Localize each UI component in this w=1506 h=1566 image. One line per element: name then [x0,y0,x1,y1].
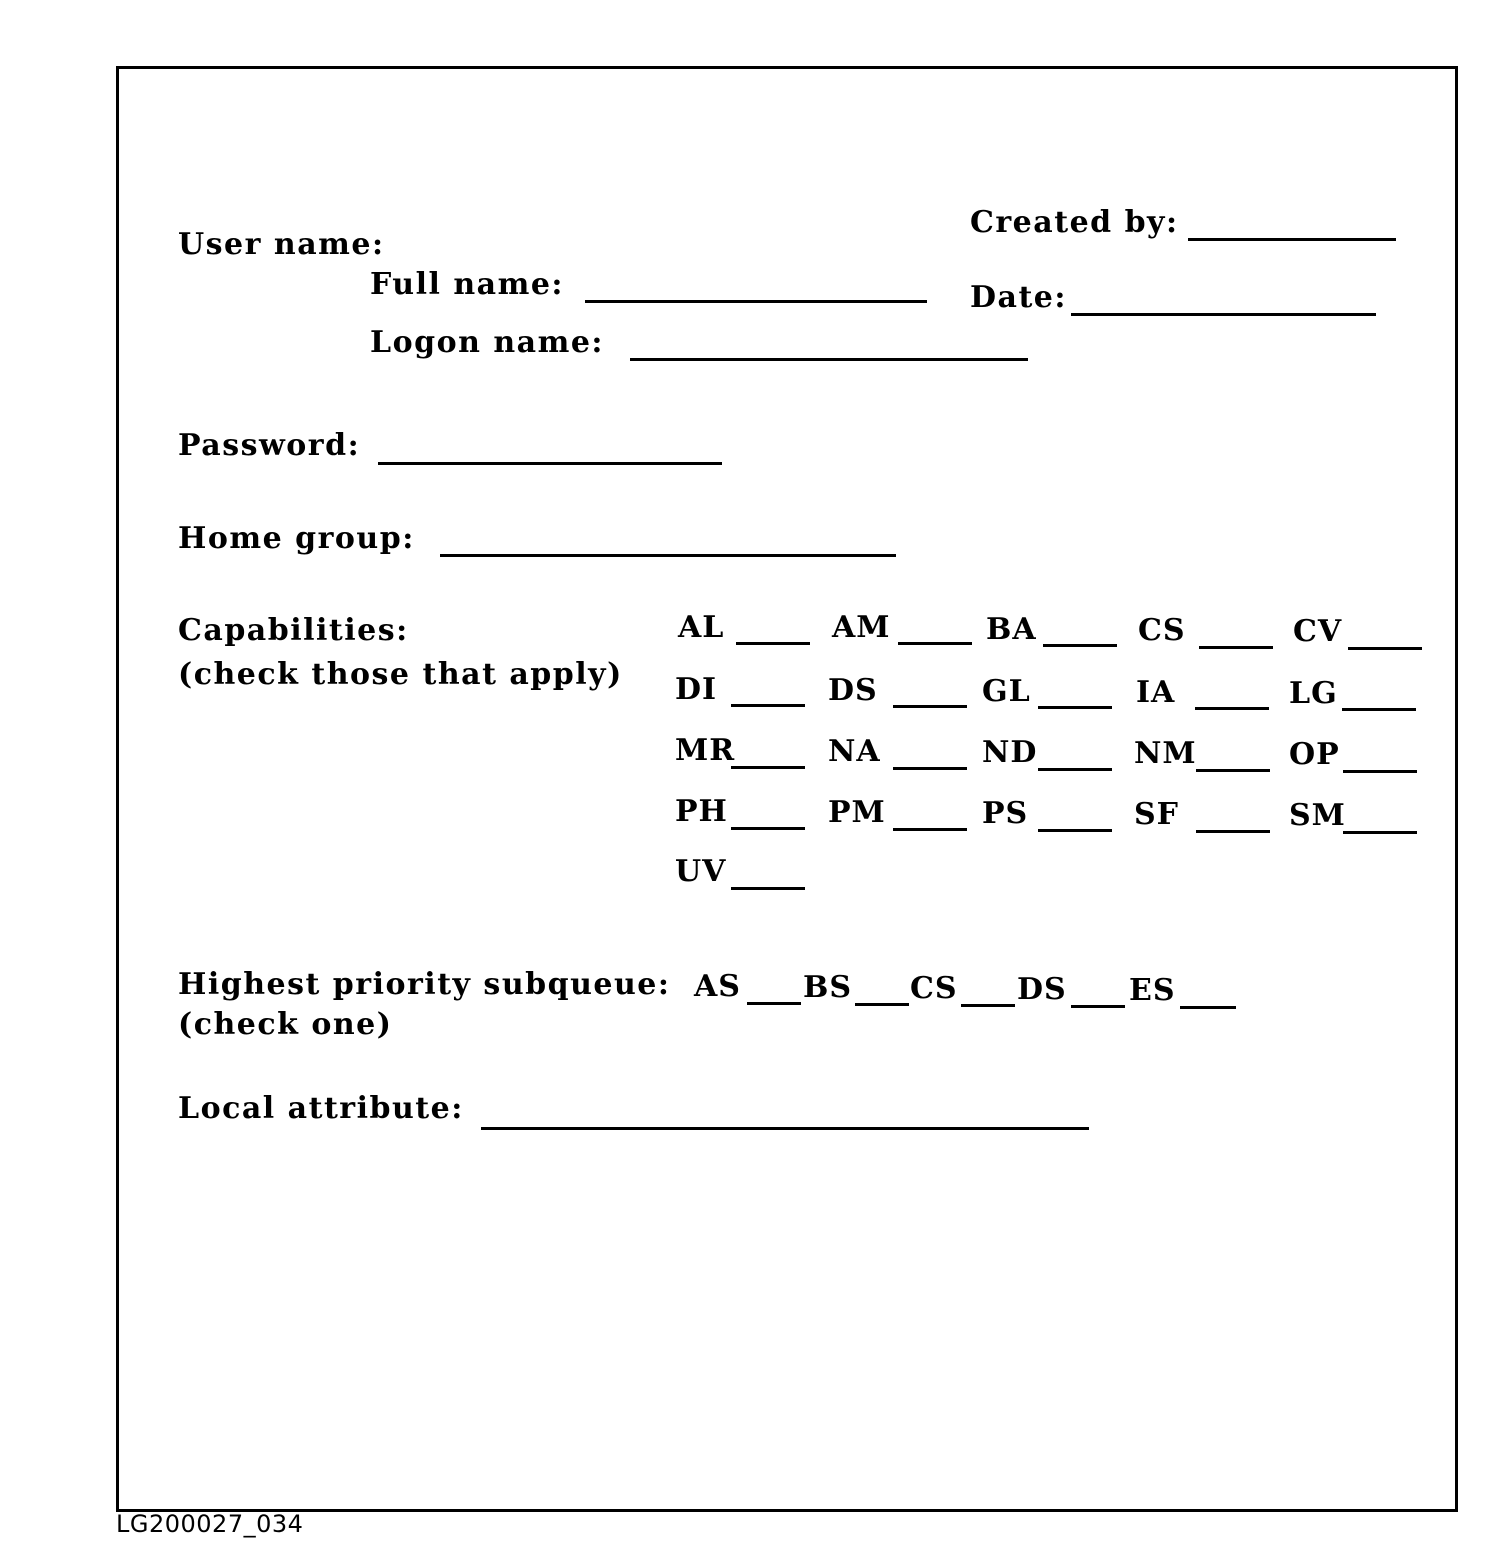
capability-check-field[interactable] [731,827,805,830]
capability-check-field[interactable] [898,642,972,645]
capability-code: ND [982,735,1038,770]
capability-check-field[interactable] [1348,647,1422,650]
subqueue-hint: (check one) [178,1007,393,1042]
local-attribute-label: Local attribute: [178,1091,464,1126]
capability-code: DI [675,672,718,707]
capability-check-field[interactable] [1038,829,1112,832]
capability-check-field[interactable] [1038,706,1112,709]
capability-code: SM [1289,798,1346,833]
capability-check-field[interactable] [731,766,805,769]
capability-check-field[interactable] [1043,644,1117,647]
created-by-field[interactable] [1188,238,1396,241]
capability-code: AL [678,610,725,645]
capability-check-field[interactable] [1343,770,1417,773]
password-label: Password: [178,428,361,463]
subqueue-check-field[interactable] [1180,1006,1236,1009]
capability-code: LG [1289,676,1338,711]
capability-check-field[interactable] [893,767,967,770]
password-field[interactable] [378,462,722,465]
capability-check-field[interactable] [1196,830,1270,833]
capability-check-field[interactable] [736,642,810,645]
subqueue-code: DS [1017,972,1067,1007]
capability-check-field[interactable] [893,705,967,708]
logon-name-field[interactable] [630,358,1028,361]
subqueue-check-field[interactable] [747,1002,801,1005]
capability-check-field[interactable] [731,887,805,890]
capability-code: AM [832,610,891,645]
local-attribute-field[interactable] [481,1127,1089,1130]
capability-check-field[interactable] [1196,769,1270,772]
capability-code: PH [675,794,728,829]
capability-code: PM [828,795,886,830]
subqueue-check-field[interactable] [1071,1005,1125,1008]
created-by-label: Created by: [970,205,1179,240]
capability-code: NM [1134,736,1197,771]
capability-check-field[interactable] [1342,708,1416,711]
home-group-field[interactable] [440,554,896,557]
capability-code: CV [1293,614,1343,649]
figure-id: LG200027_034 [116,1510,304,1538]
capability-check-field[interactable] [1195,707,1269,710]
subqueue-check-field[interactable] [855,1003,909,1006]
capability-check-field[interactable] [1038,768,1112,771]
capability-check-field[interactable] [1343,831,1417,834]
capability-check-field[interactable] [1199,646,1273,649]
subqueue-check-field[interactable] [961,1004,1015,1007]
capability-code: PS [982,796,1029,831]
capability-code: OP [1289,737,1340,772]
full-name-field[interactable] [585,300,927,303]
capability-code: UV [675,854,727,889]
capability-code: GL [982,674,1031,709]
user-name-label: User name: [178,227,385,262]
subqueue-code: CS [910,971,958,1006]
home-group-label: Home group: [178,521,415,556]
capability-code: IA [1136,675,1176,710]
capability-code: CS [1138,613,1186,648]
subqueue-code: BS [803,970,853,1005]
capability-check-field[interactable] [731,704,805,707]
capability-code: NA [828,734,881,769]
full-name-label: Full name: [370,267,564,302]
capabilities-label: Capabilities: [178,613,409,648]
subqueue-label: Highest priority subqueue: [178,967,671,1002]
capabilities-hint: (check those that apply) [178,657,623,692]
capability-code: DS [828,673,878,708]
capability-code: BA [986,612,1037,647]
date-label: Date: [970,280,1067,315]
subqueue-code: ES [1129,973,1176,1008]
subqueue-code: AS [694,969,741,1004]
capability-code: SF [1134,797,1179,832]
logon-name-label: Logon name: [370,325,604,360]
capability-code: MR [675,733,736,768]
form-frame [116,66,1458,1512]
capability-check-field[interactable] [893,828,967,831]
date-field[interactable] [1071,313,1376,316]
